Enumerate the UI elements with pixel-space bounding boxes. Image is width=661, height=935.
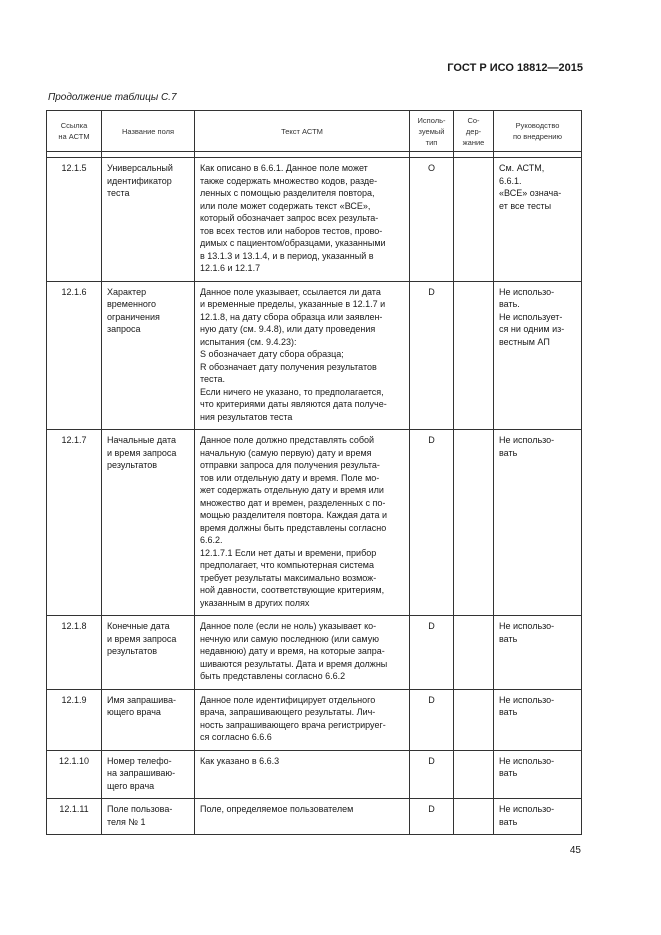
implementation-guide-cell-line: вать — [499, 633, 518, 644]
field-name-cell-line: результатов — [107, 646, 158, 656]
field-name-cell-line: Имя запрашива- — [107, 694, 176, 705]
astm-text-cell-line: указанным в других полях — [200, 597, 310, 608]
astm-text-cell-line: ность запрашивающего врача регистрируег- — [200, 719, 386, 730]
field-name-cell-line: результатов — [107, 460, 158, 470]
astm-ref-cell: 12.1.6 — [47, 281, 102, 430]
implementation-guide-cell-line: вестным АП — [499, 336, 550, 347]
astm-text-cell-line: Если ничего не указано, то предполагается, — [200, 386, 384, 397]
implementation-guide-cell-line: Не использует- — [499, 311, 563, 322]
astm-text-cell-line: требует результаты максимально возмож- — [200, 572, 377, 583]
astm-ref-cell: 12.1.8 — [47, 616, 102, 690]
column-header-name — [102, 111, 195, 152]
table-caption: Продолжение таблицы С.7 — [48, 92, 177, 103]
astm-text-cell-line: отправки запроса для получения результа- — [200, 460, 380, 470]
implementation-guide-cell-line: «ВСЕ» означа- — [499, 188, 562, 198]
header-line: на АСТМ — [58, 132, 90, 141]
astm-text-cell-line: ленных с помощью разделителя повтора, — [200, 188, 375, 198]
content-cell — [454, 281, 494, 430]
field-name-cell-line: щего врача — [107, 780, 155, 791]
field-name-cell-line: Поле пользова- — [107, 804, 173, 814]
field-name-cell-line: временного — [107, 299, 157, 309]
content-cell — [454, 430, 494, 616]
field-name-cell-line: Характер — [107, 286, 147, 297]
field-name-cell-line: Конечные дата — [107, 621, 170, 631]
astm-text-cell-line: и временные пределы, указанные в 12.1.7 и — [200, 299, 386, 309]
content-cell — [454, 689, 494, 750]
table-row — [47, 158, 582, 282]
astm-text-cell-line: Как описано в 6.6.1. Данное поле может — [200, 163, 368, 173]
astm-text-cell-line: ной давности, соответствующие критериям, — [200, 585, 385, 595]
implementation-guide-cell — [494, 616, 582, 690]
astm-text-cell-line: Данное поле должно представлять собой — [200, 435, 375, 445]
astm-text-cell-line: S обозначает дату сбора образца; — [200, 349, 344, 359]
column-header-content — [454, 111, 494, 152]
implementation-guide-cell-line: См. АСТМ, — [499, 163, 545, 173]
astm-text-cell-line: шиваются результаты. Дата и время должны — [200, 658, 388, 669]
header-line: зуемый — [418, 126, 445, 136]
astm-text-cell-line: ную дату (см. 9.4.8), или дату проведения — [200, 324, 376, 334]
implementation-guide-cell-line: ся ни одним из- — [499, 324, 565, 334]
astm-text-cell-line: ния результатов теста — [200, 411, 293, 422]
field-name-cell-line: на запрашиваю- — [107, 768, 176, 778]
field-name-cell-line: ограничения — [107, 311, 160, 322]
astm-text-cell-line: тов или отдельную дату и время. Поле мо- — [200, 472, 380, 483]
field-name-cell-line: ющего врача — [107, 707, 161, 717]
astm-text-cell — [195, 616, 410, 690]
header-line: Со- — [467, 115, 480, 125]
astm-text-cell-line: или поле может содержать текст «ВСЕ», — [200, 200, 371, 211]
column-header-guide — [494, 111, 582, 152]
table-body — [47, 152, 582, 835]
implementation-guide-cell-line: вать. — [499, 299, 520, 309]
used-type-cell: O — [410, 158, 454, 282]
astm-text-cell-line: испытания (см. 9.4.23): — [200, 336, 297, 347]
astm-text-cell-line: Как указано в 6.6.3 — [200, 755, 280, 766]
content-cell — [454, 616, 494, 690]
astm-text-cell-line: ся согласно 6.6.6 — [200, 732, 272, 742]
used-type-cell: D — [410, 281, 454, 430]
header-line: Исполь- — [417, 115, 446, 125]
table-header-row — [47, 111, 582, 152]
astm-text-cell — [195, 281, 410, 430]
astm-text-cell — [195, 799, 410, 835]
astm-text-cell — [195, 158, 410, 282]
astm-text-cell-line: 12.1.8, на дату сбора образца или заявлен- — [200, 311, 383, 322]
header-line: Ссылка — [60, 121, 88, 130]
field-name-cell-line: идентификатор — [107, 175, 172, 186]
header-line: по внедрению — [512, 132, 563, 141]
used-type-cell: D — [410, 689, 454, 750]
implementation-guide-cell-line: вать — [499, 447, 518, 458]
astm-text-cell-line: который обозначает запрос всех результа- — [200, 213, 379, 223]
implementation-guide-cell-line: Не использо- — [499, 286, 555, 297]
astm-ref-cell: 12.1.7 — [47, 430, 102, 616]
table-row — [47, 750, 582, 799]
table-row — [47, 799, 582, 835]
header-line: Руководство — [515, 121, 560, 130]
implementation-guide-cell-line: Не использо- — [499, 621, 555, 631]
page-number: 45 — [569, 845, 581, 856]
astm-text-cell-line: 12.1.6 и 12.1.7 — [200, 263, 261, 273]
astm-text-cell — [195, 750, 410, 799]
table-row — [47, 689, 582, 750]
astm-text-cell-line: нечную или самую последнюю (или самую — [200, 633, 379, 644]
implementation-guide-cell — [494, 750, 582, 799]
implementation-guide-cell — [494, 689, 582, 750]
header-line: дер- — [465, 126, 482, 136]
header-line: жание — [462, 137, 485, 147]
implementation-guide-cell-line: Не использо- — [499, 804, 555, 814]
field-name-cell-line: теля № 1 — [107, 816, 146, 827]
field-name-cell — [102, 158, 195, 282]
astm-text-cell-line: R обозначает дату получения результатов — [200, 361, 377, 372]
implementation-guide-cell — [494, 799, 582, 835]
content-cell — [454, 158, 494, 282]
implementation-guide-cell-line: вать — [499, 768, 518, 778]
astm-text-cell-line: множество дат и времен, разделенных с по- — [200, 497, 386, 508]
implementation-guide-cell-line: ет все тесты — [499, 200, 552, 211]
astm-text-cell-line: начальную (самую первую) дату и время — [200, 447, 372, 458]
table-row — [47, 430, 582, 616]
column-header-ref — [47, 111, 102, 152]
astm-text-cell-line: мощью разделителя повтора. Каждая дата и — [200, 510, 387, 520]
used-type-cell: D — [410, 750, 454, 799]
implementation-guide-cell-line: Не использо- — [499, 755, 555, 766]
document-code: ГОСТ Р ИСО 18812—2015 — [447, 62, 583, 74]
implementation-guide-cell-line: 6.6.1. — [499, 175, 522, 186]
implementation-guide-cell-line: Не использо- — [499, 435, 555, 445]
implementation-guide-cell — [494, 158, 582, 282]
astm-text-cell-line: что критериями даты являются дата получе- — [200, 399, 387, 409]
astm-text-cell-line: Данное поле указывает, ссылается ли дата — [200, 286, 381, 297]
astm-text-cell-line: тов всех тестов или наборов тестов, прово- — [200, 225, 383, 236]
astm-text-cell-line: недавнюю) дату и время, на которые запра- — [200, 646, 385, 656]
astm-text-cell-line: Данное поле (если не ноль) указывает ко- — [200, 621, 377, 631]
field-name-cell-line: Начальные дата — [107, 435, 176, 445]
astm-ref-cell: 12.1.11 — [47, 799, 102, 835]
astm-text-cell-line: Данное поле идентифицирует отдельного — [200, 694, 376, 705]
astm-text-cell-line: в 13.1.3 и 13.1.4, и в период, указанный в — [200, 250, 374, 261]
field-name-cell-line: запроса — [107, 324, 141, 334]
astm-ref-cell: 12.1.9 — [47, 689, 102, 750]
table-row — [47, 616, 582, 690]
used-type-cell: D — [410, 430, 454, 616]
table-row — [47, 281, 582, 430]
astm-text-cell-line: димых с пациентом/образцами, указанными — [200, 238, 386, 248]
field-name-cell-line: Номер телефо- — [107, 755, 172, 766]
astm-text-cell-line: предполагает, что компьютерная система — [200, 560, 374, 570]
astm-text-cell-line: также содержать множество кодов, разде- — [200, 175, 378, 186]
implementation-guide-cell-line: Не использо- — [499, 694, 555, 705]
implementation-guide-cell-line: вать — [499, 816, 518, 827]
field-name-cell-line: и время запроса — [107, 447, 177, 458]
field-name-cell — [102, 689, 195, 750]
astm-text-cell-line: время должны быть представлены согласно — [200, 522, 387, 533]
astm-text-cell-line: 6.6.2. — [200, 535, 223, 545]
astm-text-cell-line: 12.1.7.1 Если нет даты и времени, прибор — [200, 547, 377, 558]
field-name-cell — [102, 616, 195, 690]
field-name-cell-line: теста — [107, 188, 130, 198]
astm-text-cell — [195, 689, 410, 750]
implementation-guide-cell — [494, 430, 582, 616]
astm-text-cell-line: врача, запрашивающего результаты. Лич- — [200, 707, 376, 717]
implementation-guide-cell-line: вать — [499, 707, 518, 717]
header-line: Текст АСТМ — [281, 126, 323, 136]
astm-text-cell-line: быть представлены согласно 6.6.2 — [200, 671, 346, 681]
field-name-cell-line: и время запроса — [107, 633, 177, 644]
implementation-guide-cell — [494, 281, 582, 430]
column-header-type — [410, 111, 454, 152]
field-name-cell-line: Универсальный — [107, 163, 173, 173]
astm-text-cell-line: теста. — [200, 374, 226, 384]
astm-field-table — [46, 110, 582, 835]
astm-ref-cell: 12.1.10 — [47, 750, 102, 799]
used-type-cell: D — [410, 616, 454, 690]
astm-text-cell-line: Поле, определяемое пользователем — [200, 804, 354, 814]
used-type-cell: D — [410, 799, 454, 835]
content-cell — [454, 750, 494, 799]
content-cell — [454, 799, 494, 835]
header-line: тип — [425, 137, 438, 147]
field-name-cell — [102, 430, 195, 616]
header-line: Название поля — [121, 126, 175, 136]
column-header-text — [195, 111, 410, 152]
astm-ref-cell: 12.1.5 — [47, 158, 102, 282]
astm-text-cell-line: жет содержать отдельную дату и время или — [200, 485, 384, 495]
field-name-cell — [102, 281, 195, 430]
field-name-cell — [102, 799, 195, 835]
astm-text-cell — [195, 430, 410, 616]
field-name-cell — [102, 750, 195, 799]
